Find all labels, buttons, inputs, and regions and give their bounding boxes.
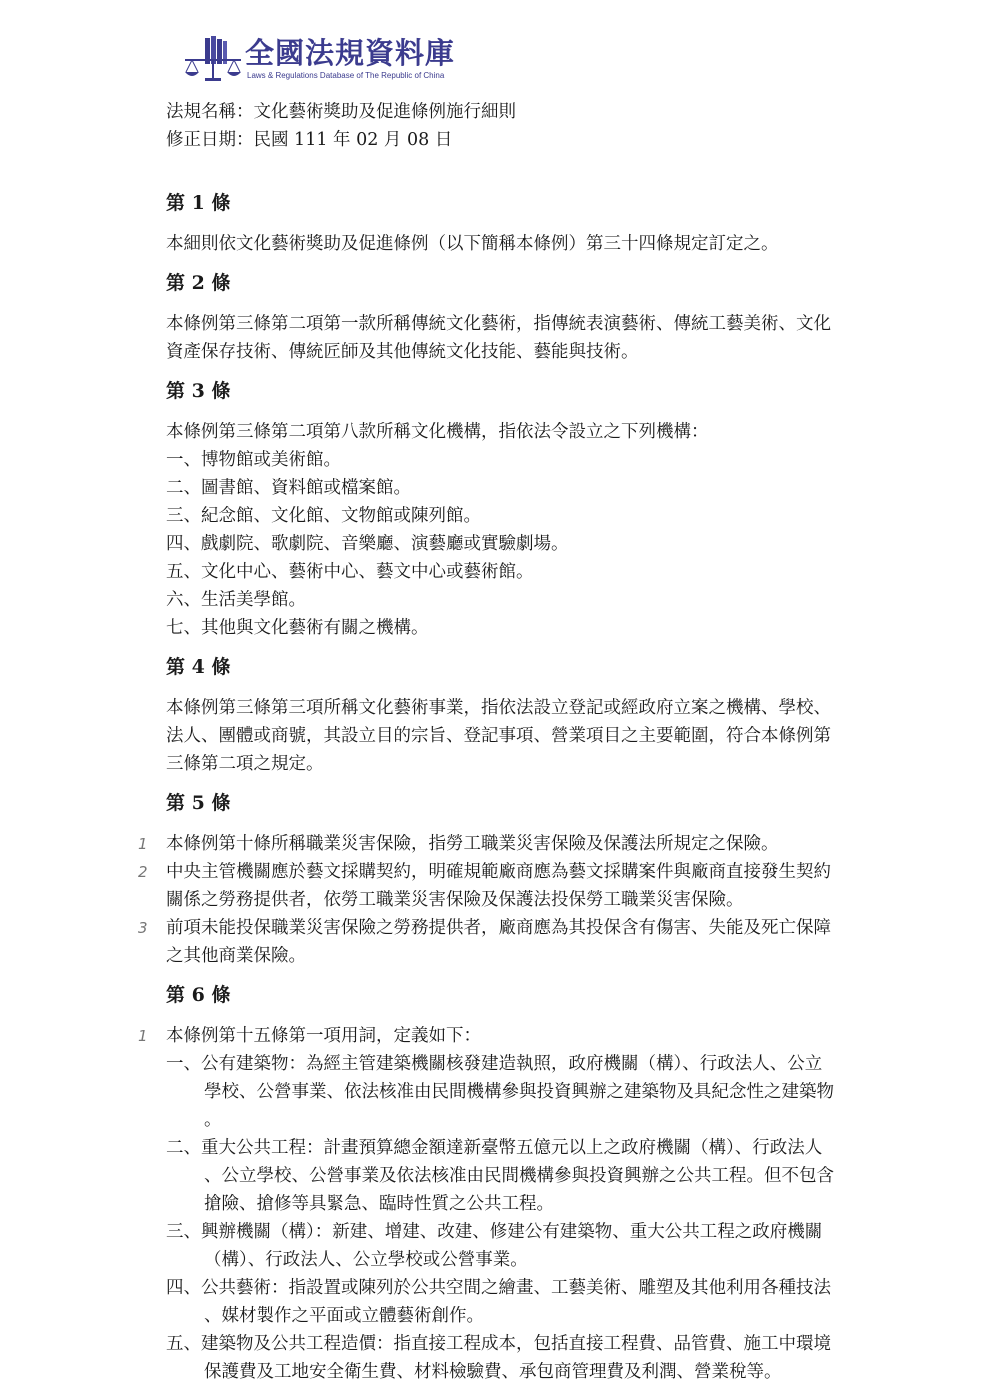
text-line: 學校、公營事業、依法核准由民間機構參與投資興辦之建築物及具紀念性之建築物 [204, 1082, 834, 1102]
text-line: 一、博物館或美術館。 [166, 450, 341, 470]
article [138, 980, 866, 1396]
paragraph [138, 1022, 866, 1050]
article [166, 376, 866, 652]
text-line: 、媒材製作之平面或立體藝術創作。 [204, 1306, 484, 1326]
text-line: 保護費及工地安全衛生費、材料檢驗費、承包商管理費及利潤、營業稅等。 [204, 1362, 782, 1382]
paragraph-number: 1 [138, 1027, 148, 1045]
article-heading: 第 3 條 [166, 380, 231, 402]
paragraph-number: 2 [138, 863, 148, 881]
text-line: 二、重大公共工程：計畫預算總金額達新臺幣五億元以上之政府機關（構）、行政法人 [166, 1138, 823, 1158]
list-item [166, 1218, 866, 1274]
paragraph [166, 418, 866, 642]
list-item [166, 1134, 866, 1218]
law-name: 法規名稱：文化藝術獎助及促進條例施行細則 [166, 102, 516, 122]
article [138, 788, 866, 980]
text-line: 資產保存技術、傳統匠師及其他傳統文化技能、藝能與技術。 [166, 342, 639, 362]
article-heading: 第 4 條 [166, 656, 231, 678]
paragraph [166, 230, 866, 258]
logo-title: 全國法規資料庫 [245, 36, 456, 70]
logo-subtitle: Laws & Regulations Database of The Republic of China [247, 71, 445, 80]
text-line: 前項未能投保職業災害保險之勞務提供者，廠商應為其投保含有傷害、失能及死亡保障 [166, 918, 831, 938]
article [166, 268, 866, 376]
text-line: 本條例第三條第三項所稱文化藝術事業，指依法設立登記或經政府立案之機構、學校、 [166, 698, 831, 718]
paragraph-number: 1 [138, 835, 148, 853]
text-line: 中央主管機關應於藝文採購契約，明確規範廠商應為藝文採購案件與廠商直接發生契約 [166, 862, 831, 882]
text-line: 一、公有建築物：為經主管建築機關核發建造執照，政府機關（構）、行政法人、公立 [166, 1054, 823, 1074]
article-gap [166, 970, 866, 980]
text-line: 本條例第三條第二項第一款所稱傳統文化藝術，指傳統表演藝術、傳統工藝美術、文化 [166, 314, 831, 334]
text-line: 本細則依文化藝術獎助及促進條例（以下簡稱本條例）第三十四條規定訂定之。 [166, 234, 779, 254]
paragraph [166, 694, 866, 778]
article [166, 652, 866, 788]
books-scale-icon [183, 34, 243, 84]
article-heading: 第 6 條 [166, 984, 231, 1006]
text-line: 二、圖書館、資料館或檔案館。 [166, 478, 411, 498]
text-line: 。 [204, 1110, 222, 1130]
text-line: 法人、團體或商號，其設立目的宗旨、登記事項、營業項目之主要範圍，符合本條例第 [166, 726, 831, 746]
text-line: 、公立學校、公營事業及依法核准由民間機構參與投資興辦之公共工程。但不包含 [204, 1166, 834, 1186]
list-item [166, 1274, 866, 1330]
list-item [166, 1050, 866, 1134]
text-line: 七、其他與文化藝術有關之機構。 [166, 618, 429, 638]
article-heading: 第 1 條 [166, 192, 231, 214]
article-gap [166, 642, 866, 652]
text-line: 關係之勞務提供者，依勞工職業災害保險及保護法投保勞工職業災害保險。 [166, 890, 744, 910]
paragraph-number: 3 [138, 919, 148, 937]
article-gap [166, 258, 866, 268]
text-line: 之其他商業保險。 [166, 946, 306, 966]
text-line: 三條第二項之規定。 [166, 754, 324, 774]
paragraph [138, 858, 866, 914]
paragraph [166, 310, 866, 366]
article-gap [166, 778, 866, 788]
article-heading: 第 5 條 [166, 792, 231, 814]
site-logo[interactable] [183, 34, 513, 84]
text-line: 本條例第十五條第一項用詞，定義如下： [166, 1026, 481, 1046]
article-gap [166, 366, 866, 376]
paragraph [138, 830, 866, 858]
article-heading: 第 2 條 [166, 272, 231, 294]
text-line: 本條例第十條所稱職業災害保險，指勞工職業災害保險及保護法所規定之保險。 [166, 834, 779, 854]
paragraph [138, 914, 866, 970]
text-line: 三、紀念館、文化館、文物館或陳列館。 [166, 506, 481, 526]
text-line: 三、興辦機關（構）：新建、增建、改建、修建公有建築物、重大公共工程之政府機關 [166, 1222, 823, 1242]
text-line: 六、生活美學館。 [166, 590, 306, 610]
text-line: 搶險、搶修等具緊急、臨時性質之公共工程。 [204, 1194, 554, 1214]
text-line: 五、建築物及公共工程造價：指直接工程成本，包括直接工程費、品管費、施工中環境 [166, 1334, 831, 1354]
article [166, 188, 866, 268]
amendment-date: 修正日期：民國 111 年 02 月 08 日 [166, 130, 453, 150]
list-item [166, 1330, 866, 1386]
article-gap [166, 1386, 866, 1396]
text-line: 四、公共藝術：指設置或陳列於公共空間之繪畫、工藝美術、雕塑及其他利用各種技法 [166, 1278, 831, 1298]
law-articles [138, 188, 866, 1396]
law-metadata [166, 98, 516, 154]
text-line: 五、文化中心、藝術中心、藝文中心或藝術館。 [166, 562, 534, 582]
text-line: （構）、行政法人、公立學校或公營事業。 [204, 1250, 528, 1270]
text-line: 四、戲劇院、歌劇院、音樂廳、演藝廳或實驗劇場。 [166, 534, 569, 554]
text-line: 本條例第三條第二項第八款所稱文化機構，指依法令設立之下列機構： [166, 422, 709, 442]
